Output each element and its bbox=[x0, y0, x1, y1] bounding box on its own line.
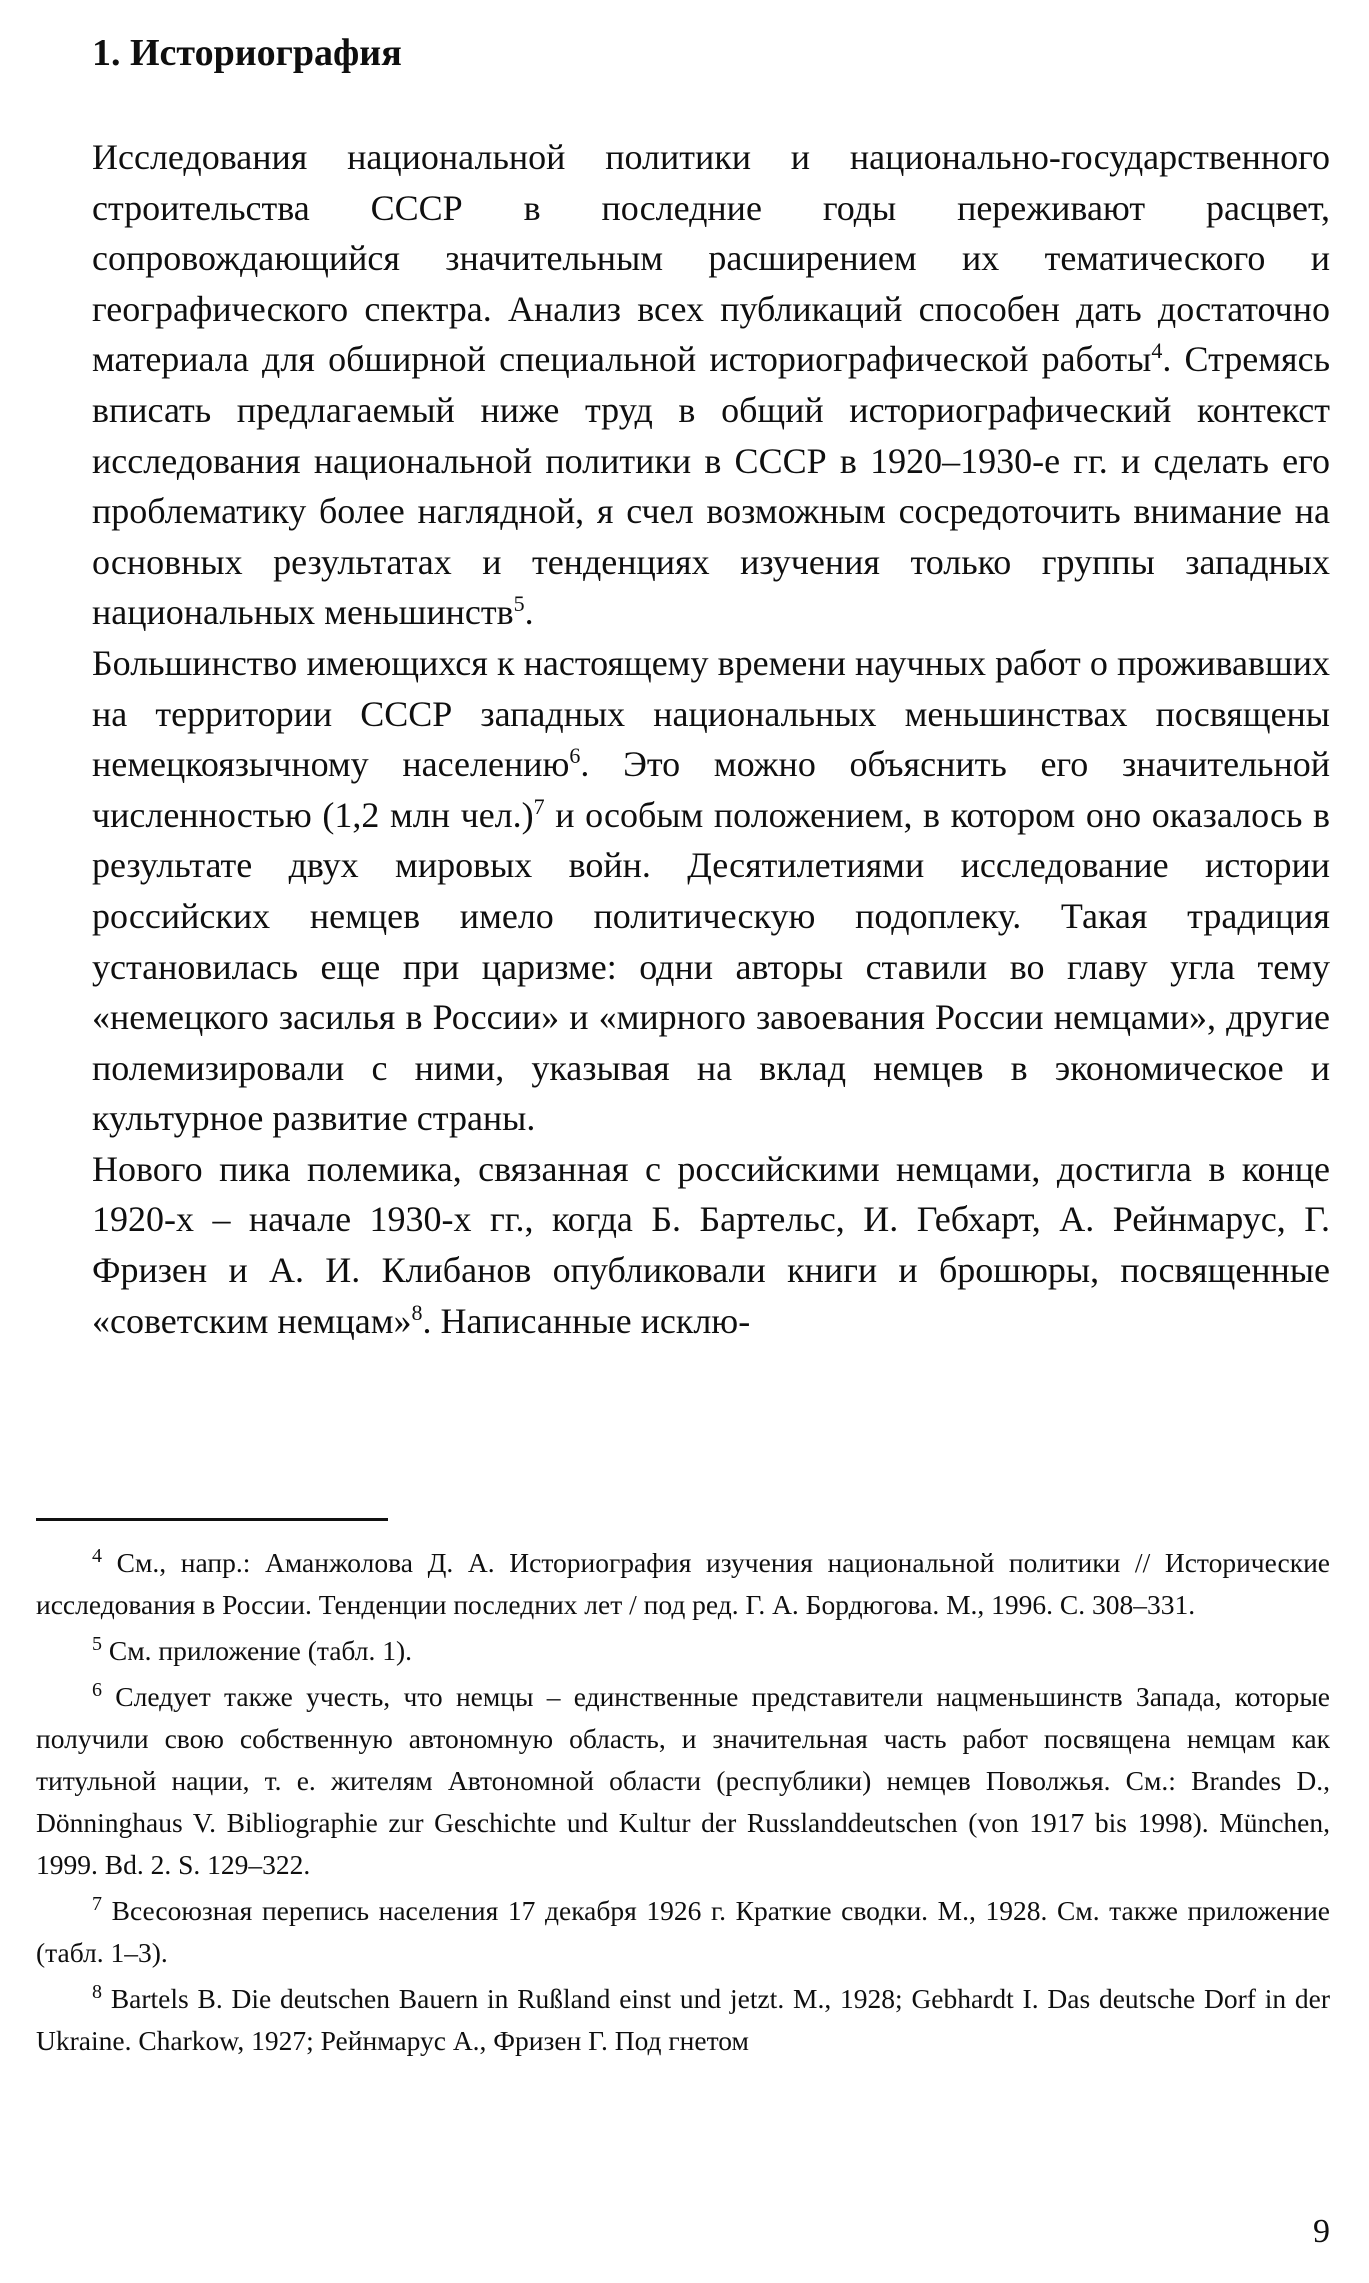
footnote-5: $^5$ См. приложение (табл. 1). bbox=[92, 1632, 412, 1666]
footnote-4: $^4$ См., напр.: Аманжолова Д. А. Историография изучения национальной политики // Исторические исследования в России. Тенденции последних лет / под ред. Г. А. Бордюгова. М., 1996. С. 308–331. bbox=[36, 1544, 1331, 1620]
footnote-ref-8[interactable]: 8 bbox=[411, 1299, 423, 1325]
paragraph-3: Нового пика полемика, связанная с российскими немцами, достигла в конце 1920-х – начале 1930-х гг., когда Б. Бартельс, И. Гебхарт, А. Рейнмарус, Г. Фризен и А. И. Клибанов опубликовали книги и брошюры, посвященные «советским немцам»$^8$. Написанные исклю- bbox=[92, 1148, 1330, 1341]
paragraph-1: Исследования национальной политики и национально-государственного строительства СССР в последние годы переживают расцвет, сопровождающийся значительным расширением их тематического и географического спектра. Анализ всех публикаций способен дать достаточно материала для обширной специальной историографической работы$^4$. Стремясь вписать предлагаемый ниже труд в общий историографический контекст исследования национальной политики в СССР в 1920–1930-е гг. и сделать его проблематику более наглядной, я счел возможным сосредоточить внимание на основных результатах и тенденциях изучения только группы западных национальных меньшинств$^5$. bbox=[92, 137, 1330, 633]
footnote-ref-7[interactable]: 7 bbox=[533, 793, 545, 819]
footnote-6: $^6$ Следует также учесть, что немцы – единственные представители нацменьшинств Запада, которые получили свою собственную автономную область, и значительная часть работ посвящена немцам как титульной нации, т. е. жителям Автономной области (республики) немцев Поволжья. См.: Brandes D., Dönninghaus V. Bibliographie zur Geschichte und Kultur der Russlanddeutschen (von 1917 bis 1998). München, 1999. Bd. 2. S. 129–322. bbox=[36, 1678, 1330, 1880]
footnotes bbox=[36, 1542, 1330, 2066]
footnote-8: $^8$ Bartels B. Die deutschen Bauern in Rußland einst und jetzt. M., 1928; Gebhardt I. Das deutsche Dorf in der Ukraine. Charkow, 1927; Рейнмарус А., Фризен Г. Под гнетом bbox=[36, 1980, 1331, 2056]
paragraph-2: Большинство имеющихся к настоящему времени научных работ о проживавших на территории СССР западных национальных меньшинствах посвящены немецкоязычному населению$^6$. Это можно объяснить его значительной численностью (1,2 млн чел.)$^7$ и особым положением, в котором оно оказалось в результате двух мировых войн. Десятилетиями исследование истории российских немцев имело политическую подоплеку. Такая традиция установилась еще при царизме: одни авторы ставили во главу угла тему «немецкого засилья в России» и «мирного завоевания России немцами», другие полемизировали с ними, указывая на вклад немцев в экономическое и культурное развитие страны. bbox=[92, 642, 1331, 1139]
page-number: 9 bbox=[1313, 2213, 1330, 2250]
main-text bbox=[92, 26, 1330, 1346]
footnote-ref-6[interactable]: 6 bbox=[569, 743, 581, 769]
body-text bbox=[92, 132, 1330, 1346]
section-heading: 1. Историография bbox=[92, 32, 402, 74]
footnote-7: $^7$ Всесоюзная перепись населения 17 декабря 1926 г. Краткие сводки. М., 1928. См. также приложение (табл. 1–3). bbox=[36, 1892, 1331, 1968]
footnote-divider bbox=[36, 1518, 388, 1521]
footnote-ref-5[interactable]: 5 bbox=[513, 591, 525, 617]
footnote-ref-4[interactable]: 4 bbox=[1151, 338, 1163, 364]
